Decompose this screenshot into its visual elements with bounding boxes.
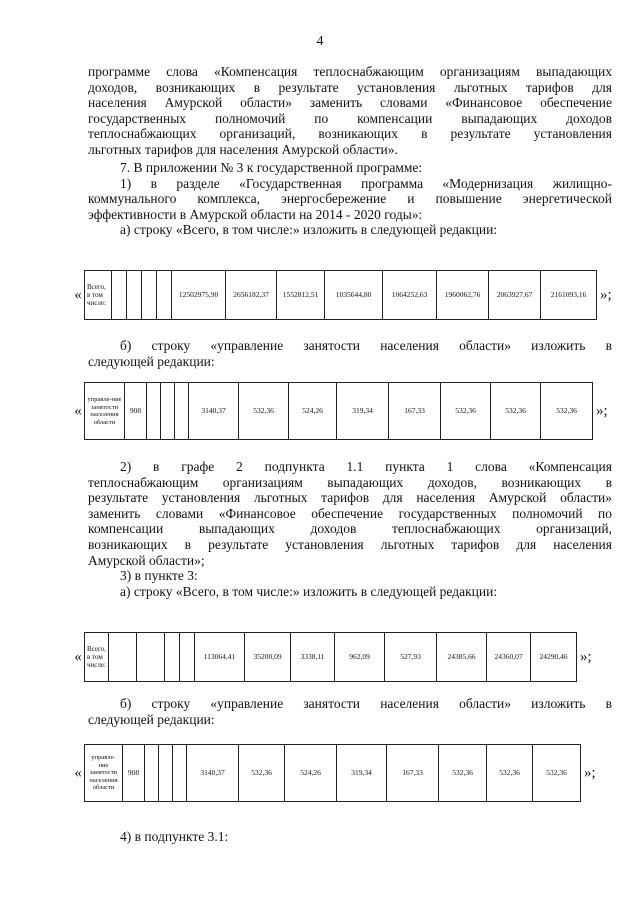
code-cell [112,271,127,320]
value-cell: 3338,11 [291,633,335,682]
table-row-block-1 [72,270,612,320]
text-line: следующей редакции: [88,353,215,369]
text-line: а) строку «Всего, в том числе:» изложить в следующей редакции: [120,222,498,238]
text-line: 4) в подпункте 3.1: [120,829,229,844]
empty-cell [127,271,142,320]
quote-open: « [74,286,82,303]
text-line: 7. В приложении № 3 к государственной программе: [120,160,423,175]
row-label: управле-ние занятости населения области [85,745,123,802]
value-cell: 524,26 [285,745,337,802]
value-cell: 2656182,37 [226,271,277,320]
value-cell: 527,93 [385,633,437,682]
empty-cell [147,383,161,440]
budget-table-1 [84,270,597,320]
value-cell: 35200,09 [245,633,291,682]
empty-cell [142,271,157,320]
value-cell: 962,09 [335,633,385,682]
text-line: 3) в пункте 3: [120,568,198,584]
value-cell: 167,33 [387,745,439,802]
text-line: программе слова «Компенсация теплоснабжающим организациям выпадающих [88,64,612,79]
text-line: заменить словами «Финансовое обеспечение государственных полномочий по [88,505,612,521]
value-cell: 24290,46 [531,633,577,682]
code-cell [109,633,137,682]
value-cell: 532,36 [491,383,541,440]
text-line: государственных полномочий по компенсации выпадающих доходов [88,110,612,126]
table-row [85,271,597,320]
item-4 [88,829,612,845]
quote-open: « [74,764,82,781]
value-cell: 532,36 [487,745,533,802]
value-cell: 1035644,80 [325,271,383,320]
paragraph-1 [88,64,612,158]
text-line: эффективности в Амурской области на 2014 - 2020 годы»: [88,206,423,222]
item-7 [88,160,612,238]
text-line: б) строку «управление занятости населения области» изложить в [120,338,612,353]
code-cell: 908 [125,383,147,440]
value-cell: 1960062,76 [437,271,489,320]
empty-cell [173,745,187,802]
page-number: 4 [316,34,324,49]
empty-cell [137,633,165,682]
sub-b-1 [88,338,612,369]
value-cell: 113064,41 [195,633,245,682]
value-cell: 24360,07 [487,633,531,682]
quote-close: »; [596,402,608,419]
value-cell: 1552812,51 [277,271,325,320]
quote-close: »; [580,648,592,665]
quote-open: « [74,648,82,665]
text-line: населения Амурской области» заменить словами «Финансовое обеспечение [88,95,612,111]
value-cell: 1064252,63 [383,271,437,320]
value-cell: 167,33 [389,383,441,440]
value-cell: 532,36 [239,745,285,802]
value-cell: 319,34 [337,745,387,802]
budget-table-3 [84,632,577,682]
budget-table-4 [84,744,581,802]
budget-table-2 [84,382,593,440]
quote-close: »; [600,286,612,303]
text-line: Амурской области»; [88,552,205,568]
text-line: результате установления льготных тарифов для населения Амурской области» [88,490,612,506]
value-cell: 532,36 [533,745,581,802]
value-cell: 319,34 [337,383,389,440]
text-line: коммунального комплекса, энергосбережение и повышение энергетической [88,191,612,207]
text-line: теплоснабжающим организациям выпадающих доходов, возникающих в [88,474,612,490]
quote-open: « [74,402,82,419]
text-line: следующей редакции: [88,711,215,727]
table-row-block-4 [72,744,596,802]
empty-cell [145,745,159,802]
table-row-block-3 [72,632,592,682]
value-cell: 532,36 [541,383,593,440]
table-row [85,633,577,682]
text-line: возникающих в результате установления льготных тарифов для населения [88,536,612,552]
value-cell: 532,36 [239,383,289,440]
empty-cell [161,383,175,440]
value-cell: 532,36 [439,745,487,802]
value-cell: 2063927,67 [489,271,541,320]
table-row [85,745,581,802]
sub-b-3 [88,696,612,727]
empty-cell [159,745,173,802]
text-line: компенсации выпадающих доходов теплоснабжающих организаций, [88,521,612,537]
value-cell: 3140,37 [189,383,239,440]
row-label: управле-ние занятости населения области [85,383,125,440]
value-cell: 2161093,16 [541,271,597,320]
empty-cell [165,633,180,682]
empty-cell [180,633,195,682]
table-row [85,383,593,440]
text-line: теплоснабжающих организаций, возникающих в результате установления [88,126,612,142]
text-line: б) строку «управление занятости населения области» изложить в [120,696,612,711]
code-cell: 908 [123,745,145,802]
value-cell: 3140,37 [187,745,239,802]
empty-cell [157,271,172,320]
value-cell: 12502975,90 [172,271,226,320]
table-row-block-2 [72,382,608,440]
row-label: Всего, в том числе: [85,633,109,682]
text-line: льготных тарифов для населения Амурской области». [88,141,398,157]
item-2 [88,459,612,599]
row-label: Всего, в том числе: [85,271,112,320]
quote-close: »; [584,764,596,781]
value-cell: 24385,66 [437,633,487,682]
text-line: доходов, возникающих в результате установления льготных тарифов для [88,79,612,95]
text-line: а) строку «Всего, в том числе:» изложить в следующей редакции: [120,583,498,599]
text-line: 2) в графе 2 подпункта 1.1 пункта 1 слова «Компенсация [120,459,612,474]
value-cell: 532,36 [441,383,491,440]
empty-cell [175,383,189,440]
value-cell: 524,26 [289,383,337,440]
text-line: 1) в разделе «Государственная программа «Модернизация жилищно- [120,175,612,191]
